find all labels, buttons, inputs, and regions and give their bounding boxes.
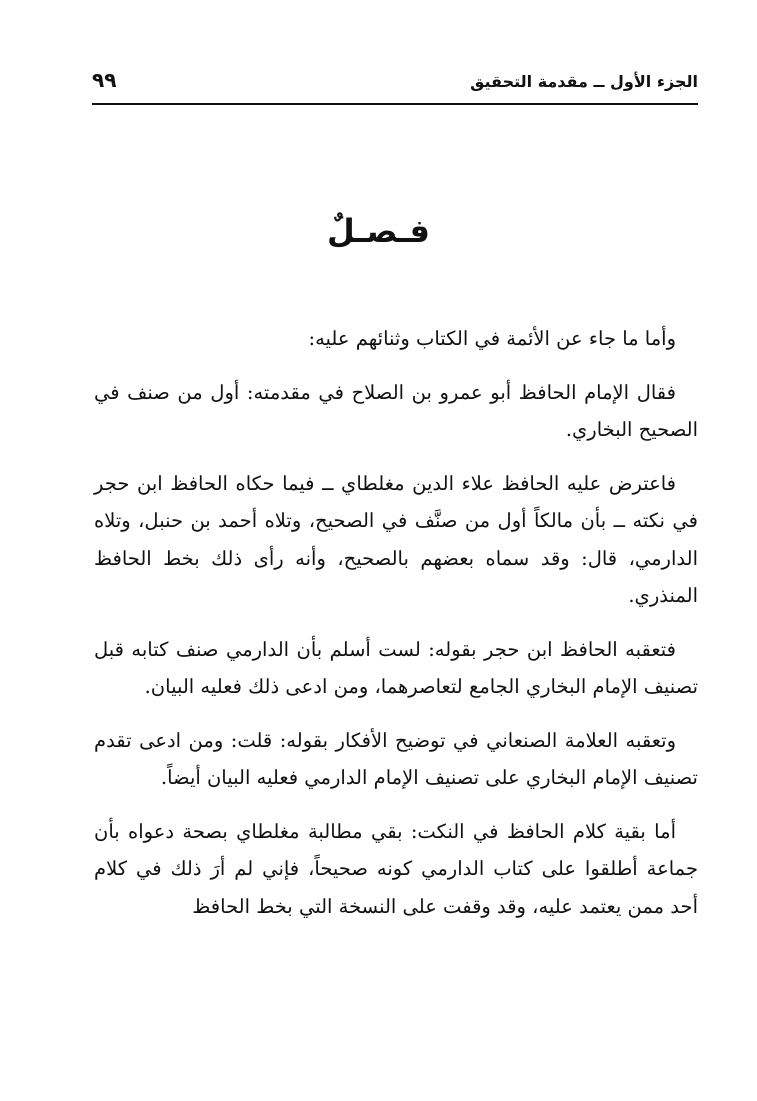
header-rule [92, 103, 698, 105]
paragraph: وأما ما جاء عن الأئمة في الكتاب وثنائهم عليه: [308, 327, 676, 350]
body-text [94, 320, 698, 925]
paragraph: وتعقبه العلامة الصنعاني في توضيح الأفكار بقوله: قلت: ومن ادعى تقدم تصنيف الإمام البخاري على تصنيف الإمام الدارمي فعليه البيان أيضاً. [94, 728, 698, 789]
paragraph: فقال الإمام الحافظ أبو عمرو بن الصلاح في مقدمته: أول من صنف في الصحيح البخاري. [94, 380, 698, 441]
running-header [92, 64, 698, 104]
chapter-title: فـصـلٌ [327, 212, 430, 250]
header-title: الجزء الأول ــ مقدمة التحقيق [470, 72, 698, 91]
paragraph: فتعقبه الحافظ ابن حجر بقوله: لست أسلم بأن الدارمي صنف كتابه قبل تصنيف الإمام البخاري الجامع لتعاصرهما، ومن ادعى ذلك فعليه البيان. [94, 637, 698, 698]
page-number: ٩٩ [92, 68, 117, 92]
paragraph: فاعترض عليه الحافظ علاء الدين مغلطاي ــ فيما حكاه الحافظ ابن حجر في نكته ــ بأن مالكاً أول من صنَّف في الصحيح، وتلاه أحمد بن حنبل، وتلاه الدارمي، قال: وقد سماه بعضهم بالصحيح، وأنه رأى ذلك بخط الحافظ المنذري. [94, 471, 698, 607]
paragraph: أما بقية كلام الحافظ في النكت: بقي مطالبة مغلطاي بصحة دعواه بأن جماعة أطلقوا على كتاب الدارمي كونه صحيحاً، فإني لم أرَ ذلك في كلام أحد ممن يعتمد عليه، وقد وقفت على النسخة التي بخط الحافظ [94, 819, 698, 918]
